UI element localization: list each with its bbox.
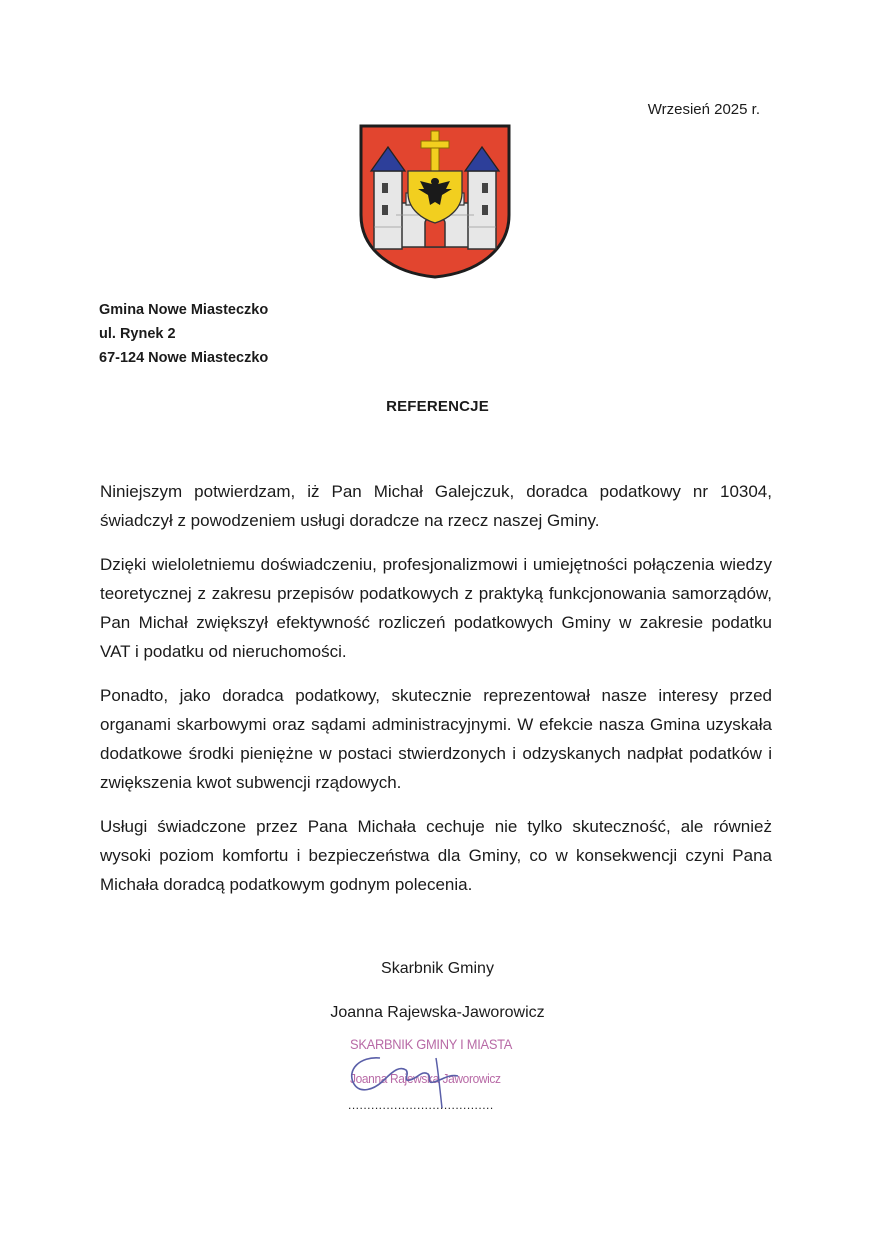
body-paragraph: Dzięki wieloletniemu doświadczeniu, profesjonalizmowi i umiejętności połączenia wiedzy teoretycznej z zakresu przepisów podatkowych z praktyką funkcjonowania samorządów, Pan Michał zwiększył efektywność rozliczeń podatkowych Gminy w zakresie podatku VAT i podatku od nieruchomości. — [100, 555, 772, 661]
stamp-title: SKARBNIK GMINY I MIASTA — [350, 1036, 513, 1052]
coat-of-arms-icon — [358, 123, 512, 279]
signatory-name: Joanna Rajewska-Jaworowicz — [330, 1004, 545, 1021]
letter-date: Wrzesień 2025 r. — [647, 101, 760, 118]
body-paragraph: Ponadto, jako doradca podatkowy, skutecznie reprezentował nasze interesy przed organami skarbowymi oraz sądami administracyjnymi. W efekcie nasza Gmina uzyskała dodatkowe środki pieniężne w postaci stwierdzonych i odzyskanych nadpłat podatków i zwiększenia kwot subwencji rządowych. — [100, 686, 772, 792]
address-line: Gmina Nowe Miasteczko — [99, 302, 269, 318]
body-paragraph: Usługi świadczone przez Pana Michała cechuje nie tylko skuteczność, ale również wysoki poziom komfortu i bezpieczeństwa dla Gminy, co w konsekwencji czyni Pana Michała doradcą podatkowym godnym polecenia. — [100, 817, 772, 894]
letter-body — [100, 477, 772, 914]
signature-line: ...................................... — [348, 1098, 494, 1112]
body-paragraph: Niniejszym potwierdzam, iż Pan Michał Galejczuk, doradca podatkowy nr 10304, świadczył z powodzeniem usługi doradcze na rzecz naszej Gminy. — [100, 482, 772, 530]
letter-heading: REFERENCJE — [386, 398, 489, 415]
address-line: ul. Rynek 2 — [99, 326, 176, 342]
stamp-name: Joanna Rajewska-Jaworowicz — [350, 1071, 501, 1086]
signatory-title: Skarbnik Gminy — [381, 960, 494, 977]
address-line: 67-124 Nowe Miasteczko — [99, 350, 269, 366]
recipient-address — [99, 298, 268, 370]
